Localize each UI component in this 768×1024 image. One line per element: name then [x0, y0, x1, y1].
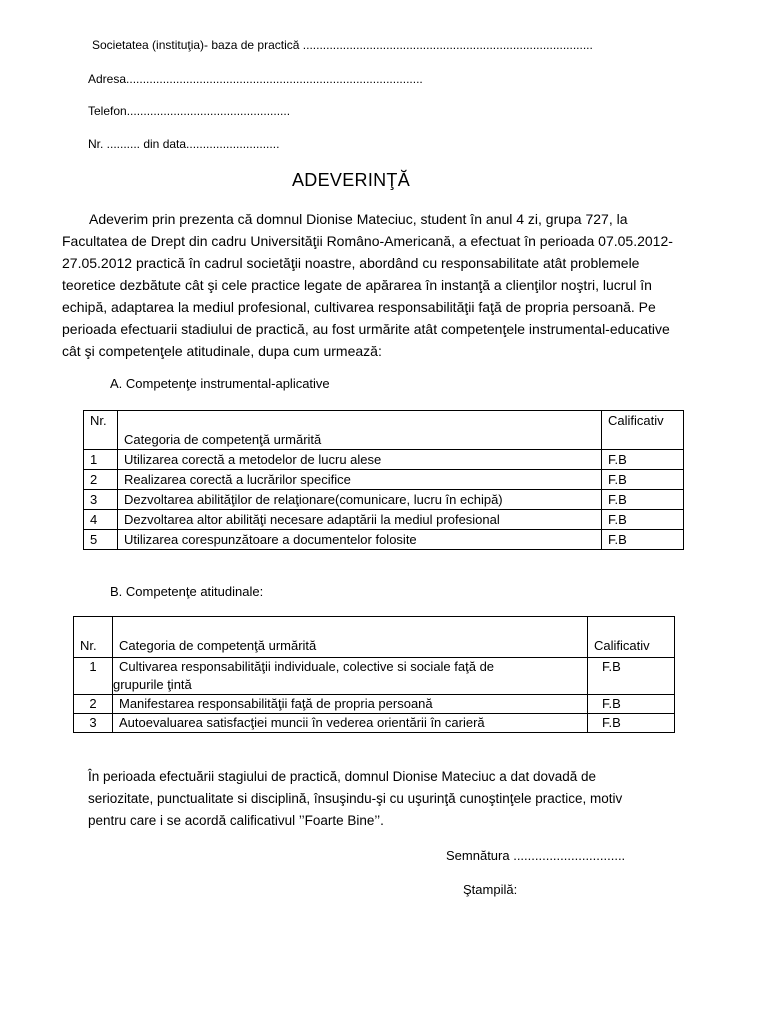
intro-line: cât şi competenţele atitudinale, dupa cum urmează:: [62, 343, 382, 359]
header-address: Adresa.........................................................................................: [88, 72, 423, 86]
row-category: [113, 658, 588, 695]
table-row: [74, 695, 675, 714]
row-grade: F.B: [588, 695, 675, 714]
row-category-line: Cultivarea responsabilităţii individuale, colective si sociale faţă de: [119, 659, 495, 674]
document-title: ADEVERINŢĂ: [292, 170, 411, 190]
row-nr: 1: [84, 450, 118, 470]
competency-table-b: [73, 616, 675, 733]
section-b-heading: B. Competenţe atitudinale:: [110, 584, 264, 599]
row-grade: F.B: [602, 450, 684, 470]
header-nr: Nr.: [84, 411, 118, 450]
row-category: Autoevaluarea satisfacţiei muncii în vederea orientării în carieră: [113, 714, 588, 733]
row-category: Dezvoltarea altor abilităţi necesare adaptării la mediul profesional: [118, 510, 602, 530]
row-grade: F.B: [588, 714, 675, 733]
row-grade: F.B: [602, 490, 684, 510]
conclusion-paragraph: [88, 766, 622, 832]
row-nr: 3: [84, 490, 118, 510]
row-category: Realizarea corectă a lucrărilor specifice: [118, 470, 602, 490]
table-row: [84, 510, 684, 530]
header-company: Societatea (instituţia)- baza de practică .......................................................................................: [92, 38, 593, 52]
header-number: Nr. .......... din data............................: [88, 137, 280, 151]
table-row: [84, 490, 684, 510]
header-category: Categoria de competenţă urmărită: [113, 617, 588, 658]
intro-line: echipă, adaptarea la mediul profesional, cultivarea responsabilităţii faţă de propria persoană. Pe: [62, 299, 656, 315]
stamp-label: Ştampilă:: [463, 882, 518, 897]
row-category: Manifestarea responsabilităţii faţă de propria persoană: [113, 695, 588, 714]
signature-line: Semnătura ...............................: [446, 848, 626, 863]
competency-table-a: [83, 410, 684, 550]
row-nr: 2: [74, 695, 113, 714]
table-row: [74, 658, 675, 695]
table-header-row: [84, 411, 684, 450]
row-grade: F.B: [602, 470, 684, 490]
row-category: Utilizarea corectă a metodelor de lucru alese: [118, 450, 602, 470]
row-nr: 4: [84, 510, 118, 530]
row-grade: F.B: [588, 658, 675, 695]
row-nr: 1: [74, 658, 113, 695]
row-nr: 5: [84, 530, 118, 550]
intro-line: teoretice dezbătute cât şi cele practice legate de apărarea în instanţă a clienţilor noştri, lucrul în: [62, 277, 652, 293]
conclusion-line: În perioada efectuării stagiului de practică, domnul Dionise Mateciuc a dat dovadă de: [88, 769, 597, 784]
conclusion-line: seriozitate, punctualitate si disciplină, însuşindu-şi cu uşurinţă cunoştinţele practice, motiv: [88, 791, 623, 806]
intro-paragraph: [62, 208, 673, 362]
row-category-line: grupurile ţintă: [113, 677, 192, 692]
table-row: [84, 470, 684, 490]
intro-line: perioada efectuarii stadiului de practică, au fost urmărite atât competenţele instrumental-educative: [62, 321, 670, 337]
conclusion-line: pentru care i se acordă calificativul ’’Foarte Bine’’.: [88, 813, 384, 828]
header-grade: Calificativ: [602, 411, 684, 450]
header-category: Categoria de competenţă urmărită: [118, 411, 602, 450]
table-row: [84, 530, 684, 550]
row-category: Dezvoltarea abilităţilor de relaţionare(comunicare, lucru în echipă): [118, 490, 602, 510]
header-nr: Nr.: [74, 617, 113, 658]
row-grade: F.B: [602, 510, 684, 530]
row-category: Utilizarea corespunzătoare a documentelor folosite: [118, 530, 602, 550]
table-row: [74, 714, 675, 733]
row-nr: 2: [84, 470, 118, 490]
row-grade: F.B: [602, 530, 684, 550]
section-a-heading: A. Competenţe instrumental-aplicative: [110, 376, 330, 391]
intro-line: 27.05.2012 practică în cadrul societăţii noastre, abordând cu responsabilitate atât problemele: [62, 255, 640, 271]
intro-line: Adeverim prin prezenta că domnul Dionise Mateciuc, student în anul 4 zi, grupa 727, la: [89, 211, 628, 227]
intro-line: Facultatea de Drept din cadru Universităţii Româno-Americană, a efectuat în perioada 07.05.2012-: [62, 233, 673, 249]
table-row: [84, 450, 684, 470]
row-nr: 3: [74, 714, 113, 733]
table-header-row: [74, 617, 675, 658]
header-grade: Calificativ: [588, 617, 675, 658]
header-phone: Telefon.................................................: [88, 104, 291, 118]
